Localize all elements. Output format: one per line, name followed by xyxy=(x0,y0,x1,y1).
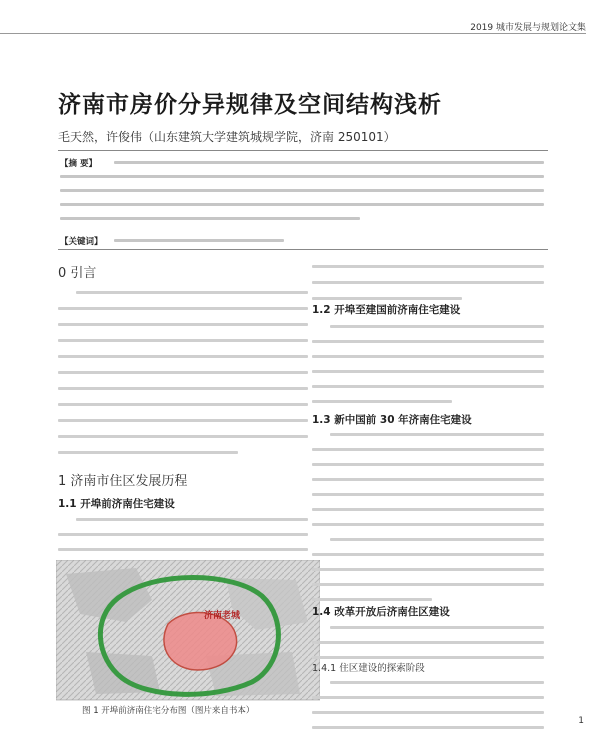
body-text-line xyxy=(76,291,308,294)
body-text-line xyxy=(58,371,308,374)
body-text-line xyxy=(76,518,308,521)
body-text-line xyxy=(58,403,308,406)
keywords-text-line xyxy=(114,239,284,242)
body-text-line xyxy=(58,307,308,310)
body-text-line xyxy=(312,370,544,373)
body-text-line xyxy=(312,508,544,511)
abstract-text-line xyxy=(114,161,544,164)
abstract-text-line xyxy=(60,217,360,220)
body-text-line xyxy=(312,711,544,714)
figure-caption: 图 1 开埠前济南住宅分布图（图片来自书本） xyxy=(82,706,255,716)
body-text-line xyxy=(312,340,544,343)
body-text-line xyxy=(330,538,544,541)
header-rule xyxy=(0,33,586,34)
body-text-line xyxy=(330,626,544,629)
subsection-heading-1-3: 1.3 新中国前 30 年济南住宅建设 xyxy=(312,414,472,426)
paper-title: 济南市房价分异规律及空间结构浅析 xyxy=(58,92,442,118)
body-text-line xyxy=(312,265,544,268)
body-text-line xyxy=(330,433,544,436)
subsection-heading-1-1: 1.1 开埠前济南住宅建设 xyxy=(58,498,175,510)
body-text-line xyxy=(58,355,308,358)
keywords-label: 【关键词】 xyxy=(60,237,103,247)
section-heading-intro: 0 引言 xyxy=(58,266,97,281)
body-text-line xyxy=(312,448,544,451)
page-number: 1 xyxy=(578,716,584,726)
body-text-line xyxy=(312,297,462,300)
body-text-line xyxy=(312,523,544,526)
body-text-line xyxy=(330,325,544,328)
body-text-line xyxy=(312,478,544,481)
body-text-line xyxy=(312,553,544,556)
running-head: 2019 城市发展与规划论文集 xyxy=(470,23,586,33)
abstract-text-line xyxy=(60,203,544,206)
body-text-line xyxy=(58,548,308,551)
body-text-line xyxy=(58,419,308,422)
body-text-line xyxy=(312,463,544,466)
body-text-line xyxy=(312,656,544,659)
body-text-line xyxy=(312,583,544,586)
body-text-line xyxy=(312,355,544,358)
abstract-label: 【摘 要】 xyxy=(60,159,97,169)
body-text-line xyxy=(312,493,544,496)
body-text-line xyxy=(312,641,544,644)
section-heading-ch1: 1 济南市住区发展历程 xyxy=(58,474,188,489)
abstract-text-line xyxy=(60,189,544,192)
body-text-line xyxy=(58,435,308,438)
body-text-line xyxy=(312,696,544,699)
body-text-line xyxy=(312,598,432,601)
subsection-heading-1-2: 1.2 开埠至建国前济南住宅建设 xyxy=(312,304,461,316)
body-text-line xyxy=(312,385,544,388)
body-text-line xyxy=(312,281,544,284)
subsection-heading-1-4-1: 1.4.1 住区建设的探索阶段 xyxy=(312,663,425,674)
abstract-text-line xyxy=(60,175,544,178)
abstract-box xyxy=(58,150,548,250)
body-text-line xyxy=(312,568,544,571)
subsection-heading-1-4: 1.4 改革开放后济南住区建设 xyxy=(312,606,450,618)
body-text-line xyxy=(58,533,308,536)
body-text-line xyxy=(312,726,544,729)
old-city-core xyxy=(164,613,237,670)
old-city-label: 济南老城 xyxy=(204,611,241,621)
body-text-line xyxy=(312,400,452,403)
body-text-line xyxy=(58,339,308,342)
body-text-line xyxy=(58,323,308,326)
author-line: 毛天然，许俊伟（山东建筑大学建筑城规学院，济南 250101） xyxy=(58,130,396,144)
body-text-line xyxy=(58,451,238,454)
body-text-line xyxy=(330,681,544,684)
body-text-line xyxy=(58,387,308,390)
